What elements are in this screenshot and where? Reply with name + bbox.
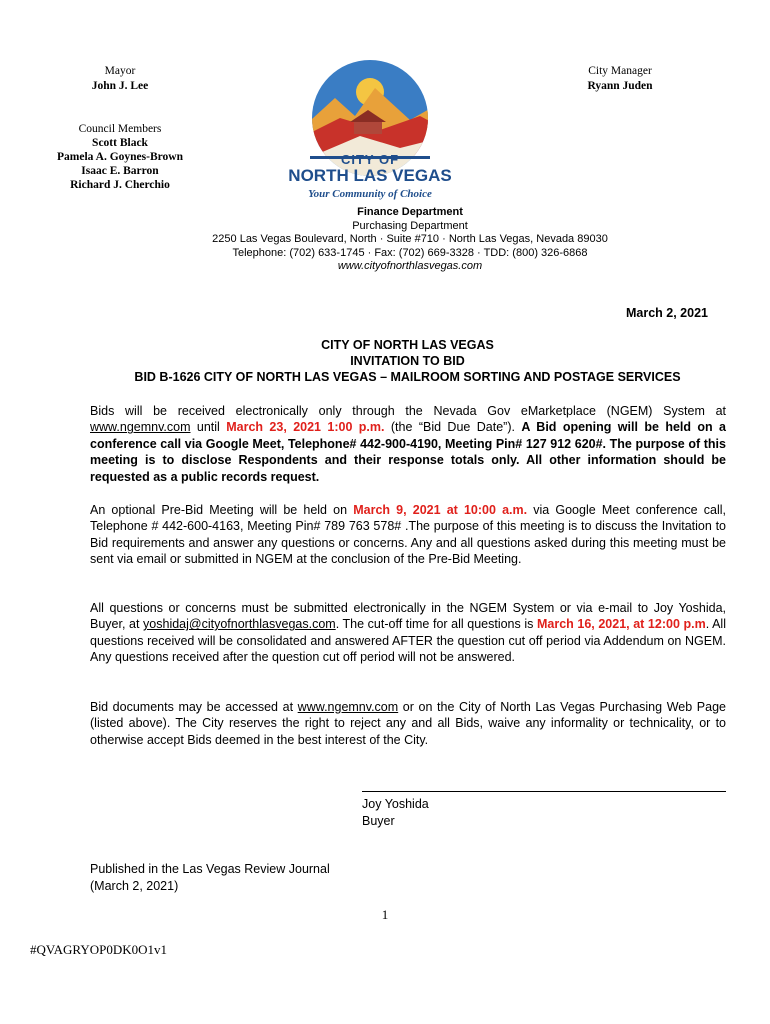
city-manager-title: City Manager — [588, 65, 652, 77]
text-span: . The cut-off time for all questions is — [335, 617, 537, 632]
text-span: Bids will be received electronically only through the Nevada Gov eMarketplace (NGEM) System at — [90, 404, 726, 418]
mayor-name: John J. Lee — [91, 80, 149, 92]
pre-bid-date: March 9, 2021 at 10:00 a.m. — [353, 503, 528, 517]
department-title: Finance Department — [357, 206, 463, 218]
text-span: (the “Bid Due Date”). — [384, 420, 522, 435]
publication-line1: Published in the Las Vegas Review Journal — [90, 862, 330, 876]
buyer-email-link[interactable]: yoshidaj@cityofnorthlasvegas.com — [143, 617, 336, 632]
logo-tagline: Your Community of Choice — [308, 188, 432, 200]
department-info — [100, 206, 720, 274]
council-member: Isaac E. Barron — [81, 165, 159, 177]
document-code: #QVAGRYOP0DK0O1v1 — [30, 942, 168, 957]
heading-city: CITY OF NORTH LAS VEGAS — [321, 338, 494, 352]
signature-block — [362, 796, 429, 830]
signer-title: Buyer — [362, 814, 395, 828]
mayor-block — [60, 64, 180, 94]
logo-line1: CITY OF — [340, 152, 400, 167]
department-address: 2250 Las Vegas Boulevard, North · Suite #710 · North Las Vegas, Nevada 89030 — [212, 233, 608, 245]
text-span: Bid documents may be accessed at — [90, 700, 298, 714]
questions-cutoff-date: March 16, 2021, at 12:00 p.m — [536, 617, 706, 632]
city-logo — [280, 58, 460, 206]
letter-date: March 2, 2021 — [626, 306, 708, 320]
council-member: Pamela A. Goynes-Brown — [57, 151, 183, 163]
paragraph-questions — [90, 600, 726, 666]
council-block — [40, 122, 200, 192]
department-division: Purchasing Department — [352, 219, 468, 232]
text-span: All questions or concerns must be submitted electronically in the NGEM System or via e-mail to Joy Yoshida, Buyer, at — [90, 601, 726, 632]
council-member: Scott Black — [92, 137, 148, 149]
city-manager-block — [560, 64, 680, 94]
page-number: 1 — [381, 907, 389, 922]
document-headings — [80, 337, 735, 385]
city-manager-name: Ryann Juden — [587, 80, 653, 92]
publication-line2: (March 2, 2021) — [90, 879, 179, 893]
signer-name: Joy Yoshida — [362, 797, 429, 811]
text-span: via Google Meet conference call, Telephone # 442-600-4163, Meeting Pin# 789 763 578# .The purpose of this meeting is to discuss the Invitation to Bid requirements and answer any questions or concerns. Any and all questions asked during this meeting must be sent via email or submitted in NGEM at the conclusion of the Pre-Bid Meeting. — [90, 503, 726, 567]
paragraph-bid-submission — [90, 403, 726, 485]
bid-opening-notice: A Bid opening will be held on a conference call via Google Meet, Telephone# 442-900-4190, Meeting Pin# 127 912 620#. The purpose of this meeting is to disclose Respondents and their response totals only. All other information should be requested as a public records request. — [90, 420, 727, 484]
council-member: Richard J. Cherchio — [70, 179, 170, 191]
mayor-title: Mayor — [104, 65, 136, 77]
paragraph-pre-bid — [90, 502, 726, 568]
ngem-link[interactable]: www.ngemnv.com — [297, 700, 399, 714]
logo-line2: NORTH LAS VEGAS — [288, 166, 452, 185]
department-phones: Telephone: (702) 633-1745 · Fax: (702) 669-3328 · TDD: (800) 326-6868 — [232, 246, 588, 259]
ngem-link[interactable]: www.ngemnv.com — [90, 420, 191, 435]
text-span: . All questions received will be consolidated and answered AFTER the question cut off period via Addendum on NGEM. Any questions received after the question cut off period will not be answered. — [90, 617, 726, 665]
heading-invitation: INVITATION TO BID — [350, 354, 465, 368]
council-title: Council Members — [78, 123, 162, 135]
heading-bid-title: BID B-1626 CITY OF NORTH LAS VEGAS – MAILROOM SORTING AND POSTAGE SERVICES — [134, 370, 681, 384]
text-span: until — [190, 420, 227, 435]
text-span: An optional Pre-Bid Meeting will be held on — [90, 503, 354, 517]
bid-due-date: March 23, 2021 1:00 p.m. — [226, 420, 385, 435]
publication-note — [90, 861, 330, 895]
paragraph-documents — [90, 699, 726, 748]
signature-line — [362, 791, 726, 792]
department-website[interactable]: www.cityofnorthlasvegas.com — [337, 260, 483, 272]
text-span: or on the City of North Las Vegas Purchasing Web Page (listed above). The City reserves the right to reject any and all Bids, waive any informality or technicality, or to otherwise accept Bids deemed in the best interest of the City. — [90, 700, 726, 747]
